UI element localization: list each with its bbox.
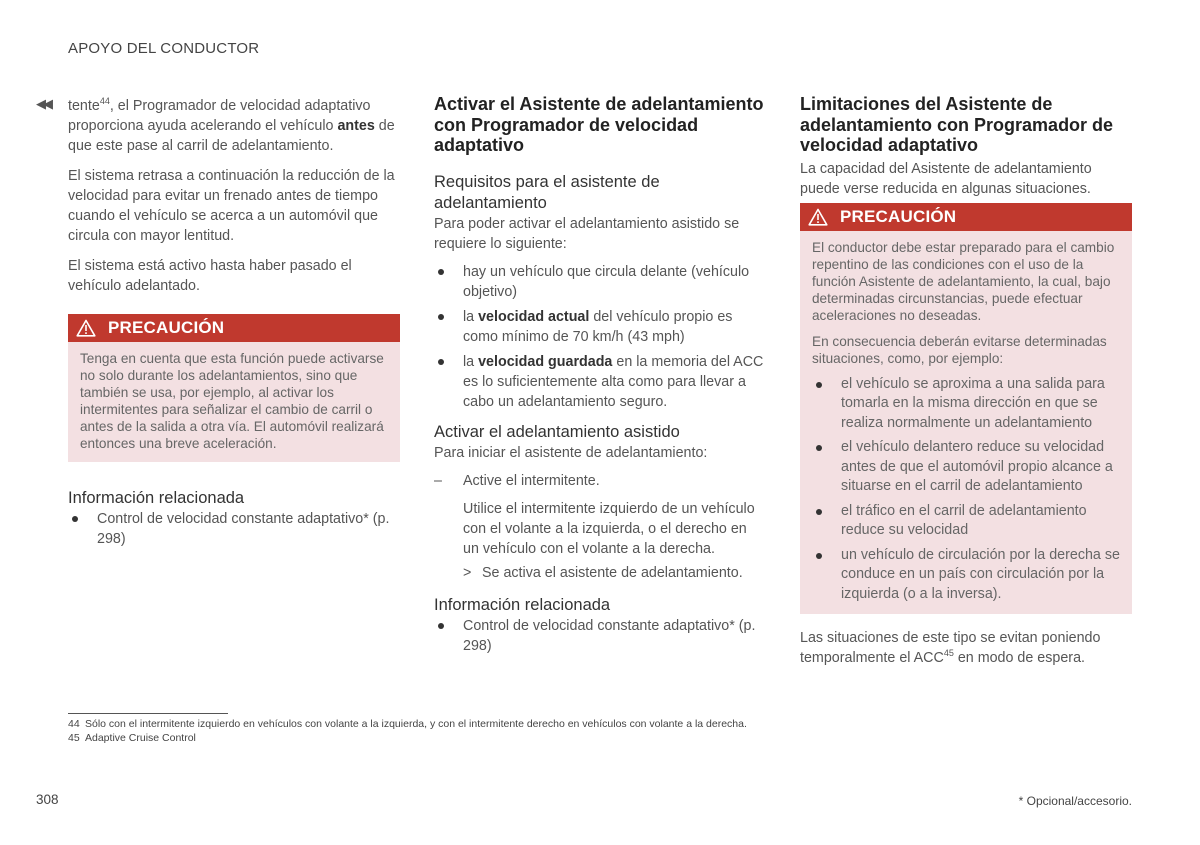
optional-note: * Opcional/accesorio. (1018, 794, 1132, 808)
related-info-list (434, 616, 764, 656)
caution-text: En consecuencia deberán evitarse determinadas situaciones, como, por ejemplo: (812, 333, 1107, 366)
activate-intro: Para iniciar el asistente de adelantamiento: (434, 444, 708, 461)
list-item: el vehículo se aproxima a una salida para tomarla en la misma dirección en que se realiza normalmente un adelantamiento (812, 375, 1120, 434)
section-title: APOYO DEL CONDUCTOR (68, 40, 260, 57)
warning-triangle-icon (808, 208, 828, 226)
related-link[interactable]: Control de velocidad constante adaptativo* (p. 298) (434, 616, 764, 656)
paragraph-2: El sistema retrasa a continuación la reducción de la velocidad para evitar un frenado antes de tiempo cuando el vehículo se acerca a un automóvil que circula con mayor lentitud. (68, 168, 395, 244)
section-heading: Activar el Asistente de adelantamiento con Programador de velocidad adaptativo (434, 94, 764, 155)
result-text: Se activa el asistente de adelantamiento. (482, 564, 743, 581)
column-1 (68, 94, 400, 549)
result-arrow: > (463, 564, 472, 581)
list-item: la velocidad actual del vehículo propio es como mínimo de 70 km/h (43 mph) (434, 307, 764, 347)
list-item: un vehículo de circulación por la derecha se conduce en un país con circulación por la izquierda (o a la inversa). (812, 546, 1120, 605)
related-link[interactable]: Control de velocidad constante adaptativo* (p. 298) (68, 509, 400, 549)
footnote-ref-45[interactable]: 45 (943, 648, 954, 658)
caution-list (812, 375, 1120, 605)
footnote-divider (68, 713, 228, 714)
paragraph-1: tente$^{44}$, el Programador de velocidad adaptativo proporciona ayuda acelerando el vehículo antes de que este pase al carril de adelantamiento. (68, 96, 395, 154)
continuation-icon: ◀◀ (36, 96, 50, 111)
list-item: la velocidad guardada en la memoria del ACC es lo suficientemente alta como para llevar a cabo un adelantamiento seguro. (434, 352, 764, 412)
requirements-heading: Requisitos para el asistente de adelantamiento (434, 172, 660, 212)
caution-title: PRECAUCIÓN (108, 318, 225, 337)
step-text: Active el intermitente. (463, 472, 600, 489)
column-3 (800, 94, 1132, 668)
step-item (434, 471, 764, 491)
footnote-44: 44 Sólo con el intermitente izquierdo en vehículos con volante a la izquierda, y con el intermitente derecho en vehículos con volante a la derecha. (68, 718, 747, 730)
section-intro: La capacidad del Asistente de adelantamiento puede verse reducida en algunas situaciones. (800, 160, 1092, 197)
paragraph-3: El sistema está activo hasta haber pasado el vehículo adelantado. (68, 258, 352, 294)
caution-box (68, 314, 400, 462)
related-info-heading: Información relacionada (68, 489, 245, 507)
footnote-45: 45 Adaptive Cruise Control (68, 732, 196, 744)
result-item (434, 563, 764, 583)
activate-heading: Activar el adelantamiento asistido (434, 422, 680, 441)
list-item: hay un vehículo que circula delante (vehículo objetivo) (434, 262, 764, 302)
list-item: el tráfico en el carril de adelantamiento reduce su velocidad (812, 502, 1120, 541)
footnote-ref-44[interactable]: 44 (99, 96, 110, 106)
related-info-heading: Información relacionada (434, 595, 611, 614)
related-info-list (68, 509, 400, 549)
caution-text: El conductor debe estar preparado para el cambio repentino de las condiciones con el uso de la función Asistente de adelantamiento, la cual, bajo determinadas circunstancias, puede efectuar aceleraciones no deseadas. (812, 239, 1115, 323)
caution-box (800, 203, 1132, 615)
list-item: el vehículo delantero reduce su velocidad antes de que el automóvil propio alcance a situarse en el carril de adelantamiento (812, 438, 1120, 497)
requirements-list (434, 262, 764, 412)
caution-header (800, 203, 1132, 231)
caution-header (68, 314, 400, 342)
requirements-intro: Para poder activar el adelantamiento asistido se requiere lo siguiente: (434, 215, 740, 252)
dash-mark: – (434, 472, 442, 489)
closing-paragraph: Las situaciones de este tipo se evitan poniendo temporalmente el ACC$^{45}$ en modo de espera. (800, 630, 1101, 666)
section-heading: Limitaciones del Asistente de adelantamiento con Programador de velocidad adaptativo (800, 94, 1114, 155)
column-2 (434, 94, 764, 656)
step-detail: Utilice el intermitente izquierdo de un vehículo con el volante a la izquierda, o el derecho en un vehículo con el volante a la derecha. (463, 500, 755, 557)
warning-triangle-icon (76, 319, 96, 337)
page-number: 308 (36, 792, 59, 807)
caution-text: Tenga en cuenta que esta función puede activarse no solo durante los adelantamientos, sino que también se usa, por ejemplo, al activar los intermitentes para señalizar el cambio de carril o antes de la salida a otra vía. El automóvil realizará entonces una breve aceleración. (80, 351, 384, 451)
caution-title: PRECAUCIÓN (840, 206, 957, 226)
